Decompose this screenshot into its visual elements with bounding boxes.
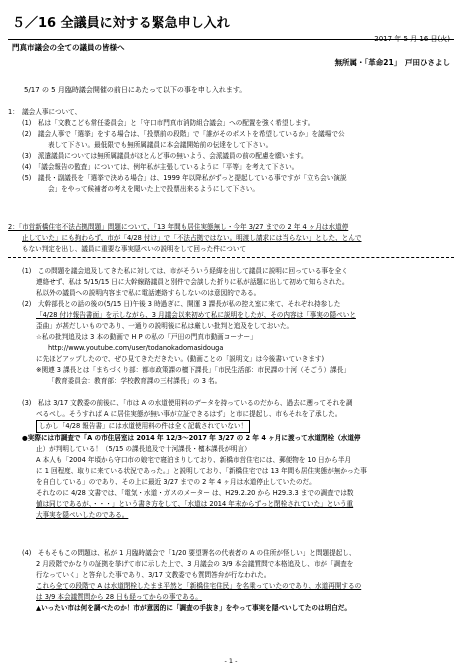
s5-line: 行なっていく」と答弁した事であり、3/17 文教委でも質問答弁が行なわれた。 bbox=[36, 571, 271, 579]
s5-line: 2 月段階でかなりの証拠を挙げて市に示した上で、3 月議会の 3/9 本会議質問で本格追及し、市が「調査を bbox=[36, 560, 354, 568]
s5-line: ▲いったい市は何を調べたのか！市が意図的に「調査の手抜き」をやって事実を隠ぺいしてたのは明白だ。 bbox=[36, 604, 351, 612]
page-number: - 1 - bbox=[224, 657, 238, 665]
s3-line: 連絡せず、私は 5/15/15 日に大幹線路議員と別件で会談した折りに私が話題に出して初めて知らされた。 bbox=[36, 278, 349, 286]
s4-line: 値は同じであるが、・・・」という書き方をして、「水道は 2014 年末からずっと閉栓されていた」という重 bbox=[36, 500, 354, 508]
s4-line: を自白している」のであり、その上に最近 3/27 までの 2 年 4 ヶ月は水道停止していたのだ。 bbox=[36, 478, 316, 486]
s3-line: に先ほどアップしたので、ぜひ見てきただきたい。(動画ことの「説明文」は今後書いていきます) bbox=[36, 355, 325, 363]
s5-line: は 3/9 本会議質問から 28 日も経ってからの事である。 bbox=[36, 593, 202, 601]
s1-item: (1) 私は「文教こども常任委員会」と「守口市門真市消防組合議会」への配置を強く希望します。 bbox=[22, 119, 315, 127]
s3-line: ※関連 3 課長とは「まちづくり部：都市政策課の檀下課長」「市民生活部：市民課の十河（そごう）課長」 bbox=[36, 366, 350, 374]
s4-line: 大事実を隠ぺいしたのである。 bbox=[36, 511, 129, 519]
s2-line: もない判定を出し、議員に重要な事実隠ぺいの説明をして回った件について bbox=[22, 245, 247, 253]
s4-line: ●実際には市調査で「A の市住居室は 2014 年 12/3～2017 年 3/27 の 2 年 4 ヶ月に渡って水道閉栓（水道停 bbox=[22, 434, 361, 442]
addressee: 門真市議会の全ての議員の皆様へ bbox=[12, 43, 125, 52]
s3-line: 「4/28 付け報告書面」を示しながら、3 月議会以来初めて私に説明をしたが、その内容は「事実の隠ぺいと bbox=[36, 311, 356, 319]
s5-line: これら全ての段階で A は水道閉栓したまま平然と「新橋住宅住民」を名乗っていたのであり、水道再開するの bbox=[36, 582, 362, 590]
s4-line: それなのに 4/28 文書では、「電気・水道・ガスのメーター は、H29.2.20 から H29.3.3 までの調査では数 bbox=[36, 489, 354, 497]
divider bbox=[8, 257, 454, 258]
section-2 bbox=[8, 222, 454, 260]
sender-line: 無所属・「革命21」 戸田ひさよし bbox=[334, 58, 450, 67]
section-2-item-4 bbox=[8, 548, 454, 614]
section-1 bbox=[8, 107, 454, 195]
s2-line: 止していた」にも拘わらず、市が「4/28 付け」で「不法占拠ではない。明渡し請求には当らない」とした、とんで bbox=[22, 234, 362, 242]
video-link[interactable]: http://www.youtube.com/user/todanokadomasidouga bbox=[48, 344, 224, 352]
document-date: 2017 年 5 月 16 日(火) bbox=[374, 35, 450, 43]
s1-item: 会」をやって候補者の考えを聞いた上で投票出来るようにして下さい。 bbox=[48, 185, 259, 193]
section-2-details bbox=[8, 266, 454, 387]
section-1-heading: 1： 議会人事について、 bbox=[8, 108, 82, 116]
s3-line: 歪曲」が甚だしいものであり、一通りの説明後に私は厳しい批判と追及をしておいた。 bbox=[36, 322, 294, 330]
s4-line: に 1 回程度、取りに来ている状況であった。」と説明しており、「新橋住宅では 13 年間も居住実態が無かった事 bbox=[36, 467, 367, 475]
s1-item: (4) 「議会報告の監査」については、例年私が主張しているように「平等」を考えて下さい。 bbox=[22, 163, 299, 171]
s4-line: 止）が判明している！（5/15 の課長追及で十河課長・檀本課長が明言） bbox=[36, 445, 251, 453]
s3-line: 私以外の議員への説明内容まで私に電話連絡すらしないのは意図的である。 bbox=[36, 289, 261, 297]
s3-line: (1) この問題を議会追及してきた私に対しては、市がそういう経緯を出して議員に説明に回っている事を全く bbox=[22, 267, 348, 275]
intro-text: 5/17 の 5 月臨時議会開催の前日にあたって以下の事を申し入れます。 bbox=[24, 86, 247, 94]
s3-line: (2) 大幹部長との話の後の(5/15 日)午後 3 時過ぎに、開運 3 課長が私の控え室に来て、それぞれ持参した bbox=[22, 300, 341, 308]
s1-item: 表して下さい。最低限でも無所属議員に本会議開始前の伝達をして下さい。 bbox=[48, 141, 273, 149]
s1-item: (3) 派遣議員については無所属議員がほとんど事の無いよう、会派議員の前の配慮を願います。 bbox=[22, 152, 308, 160]
s2-line: 2：「市営新橋住宅不法占拠問題」問題について、「13 年間も居住実態無し・今年 3/27 までの 2 年 4 ヶ月は水道停 bbox=[8, 223, 349, 231]
s4-line: A 本人も「2004 年頃から守口市の娘宅で寝泊まりしており、新橋市営住宅には、郵便物を 10 日から半月 bbox=[36, 456, 352, 464]
s1-item: (2) 議会人事で「選挙」をする場合は、「投票前の段階」で「誰がそのポストを希望しているか」を議場で公 bbox=[22, 130, 345, 138]
s3-line: 「教育委員会：教育部：学校教育課の三村課長」の 3 名。 bbox=[48, 377, 222, 385]
s3-line: ☆私の批判追及は 3 本の動画で H P の私の「戸田の門真市動画コーナー」 bbox=[36, 333, 257, 341]
s4-line: (3) 私は 3/17 文教委の前後に、「市は A の水道使用料のデータを持っているのだから、過去に遡ってそれを調 bbox=[22, 399, 353, 407]
page-title: ５／16 全議員に対する緊急申し入れ bbox=[8, 6, 454, 40]
s4-line-boxed: しかし「4/28 報告書」には水道使用料の件は全く記載されていない！ bbox=[36, 420, 250, 433]
s4-line: べるべし。そうすれば A に居住実態が無い事が立証できるはず」と市に提起し、市もそれを了承した。 bbox=[36, 410, 342, 418]
s1-item: (5) 議長・副議長を「選挙で決める場合」は、1999 年以降私がずっと提起している事ですが「立ち会い演説 bbox=[22, 174, 347, 182]
s5-line: (4) そもそもこの問題は、私が 1 月臨時議会で「1/20 要望署名の代表者の A の住所が怪しい」と問題提起し、 bbox=[22, 549, 356, 557]
section-2-item-3 bbox=[8, 398, 454, 521]
